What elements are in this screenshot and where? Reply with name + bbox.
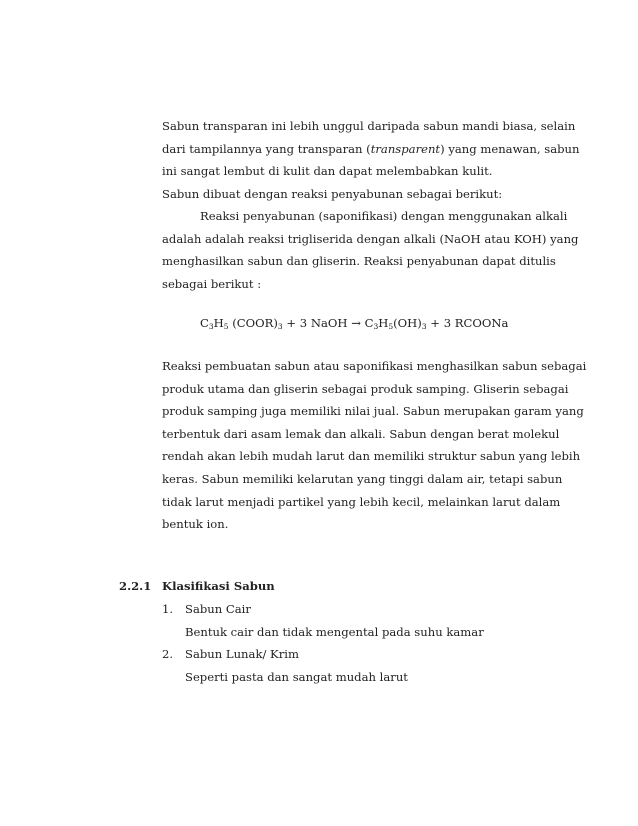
section-title: Klasifikasi Sabun [162, 579, 275, 593]
intro-line-4: Sabun dibuat dengan reaksi penyabunan sebagai berikut: [162, 186, 503, 201]
intro-line-2-head: dari tampilannya yang transparan ( [162, 141, 371, 156]
intro-italic-term: transparent [370, 141, 441, 156]
product-line-1: Reaksi pembuatan sabun atau saponifikasi menghasilkan sabun sebagai [162, 359, 587, 373]
formula-part: H [378, 316, 389, 330]
formula-subscript: 5 [388, 322, 394, 331]
reaction-line-2: adalah adalah reaksi trigliserida dengan alkali (NaOH atau KOH) yang [162, 231, 579, 246]
reaction-line-1: Reaksi penyabunan (saponifikasi) dengan menggunakan alkali [200, 209, 568, 223]
product-line-5: rendah akan lebih mudah larut dan memiliki struktur sabun yang lebih [162, 449, 581, 464]
list-item-number: 2. [162, 647, 174, 661]
formula-part: C [200, 316, 209, 330]
list-item-number: 1. [162, 602, 174, 616]
product-line-7: tidak larut menjadi partikel yang lebih kecil, melainkan larut dalam [162, 494, 561, 509]
intro-line-1: Sabun transparan ini lebih unggul daripada sabun mandi biasa, selain [162, 119, 576, 133]
list-item-label: Sabun Lunak/ Krim [185, 647, 299, 661]
product-paragraph [162, 355, 587, 536]
intro-line-2-tail: ) yang menawan, sabun [440, 141, 580, 156]
product-line-2: produk utama dan gliserin sebagai produk samping. Gliserin sebagai [162, 381, 569, 396]
section-number: 2.2.1 [119, 579, 152, 593]
product-line-3: produk samping juga memiliki nilai jual. Sabun merupakan garam yang [162, 404, 584, 419]
formula-part: + 3 NaOH → C [282, 316, 374, 330]
reaction-paragraph [162, 205, 579, 295]
formula-part: H [213, 316, 224, 330]
product-line-6: keras. Sabun memiliki kelarutan yang tinggi dalam air, tetapi sabun [162, 471, 563, 486]
intro-line-2 [162, 138, 580, 161]
formula-subscript: 3 [208, 322, 214, 331]
list-item-description: Seperti pasta dan sangat mudah larut [185, 670, 408, 684]
reaction-line-3: menghasilkan sabun dan gliserin. Reaksi penyabunan dapat ditulis [162, 254, 556, 269]
formula-subscript: 3 [373, 322, 379, 331]
product-line-8: bentuk ion. [162, 517, 229, 532]
formula-part: (OH) [393, 316, 422, 330]
intro-line-3: ini sangat lembut di kulit dan dapat melembabkan kulit. [162, 164, 493, 179]
list-item-description: Bentuk cair dan tidak mengental pada suhu kamar [185, 625, 484, 639]
reaction-line-4: sebagai berikut : [162, 276, 262, 291]
formula-part: (COOR) [228, 316, 278, 330]
formula-part: + 3 RCOONa [426, 316, 509, 330]
formula-subscript: 3 [277, 322, 283, 331]
formula-subscript: 3 [421, 322, 427, 331]
intro-paragraph [162, 115, 580, 205]
list-item-label: Sabun Cair [185, 602, 251, 616]
saponification-formula [200, 316, 508, 331]
formula-subscript: 5 [223, 322, 229, 331]
product-line-4: terbentuk dari asam lemak dan alkali. Sabun dengan berat molekul [162, 426, 560, 441]
